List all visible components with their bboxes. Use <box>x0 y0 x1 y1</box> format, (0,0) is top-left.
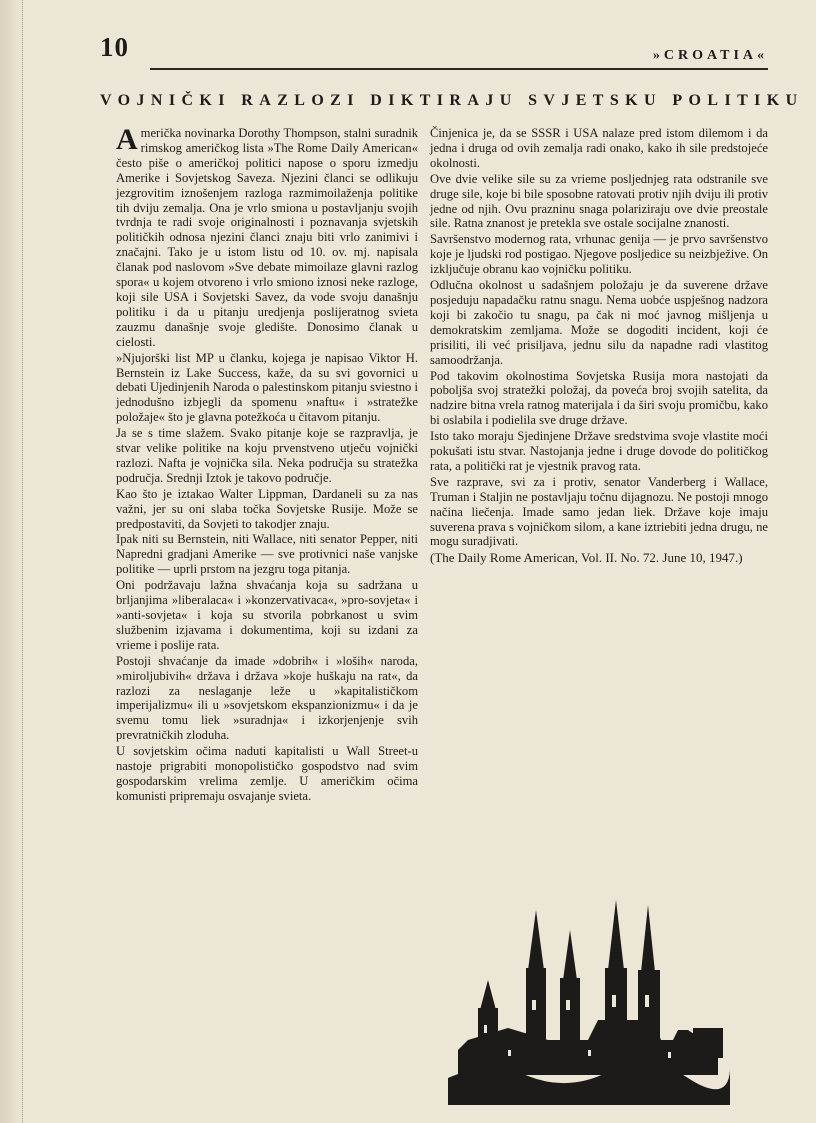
paragraph: Pod takovim okolnostima Sovjetska Rusija mora nastojati da poboljša svoj stratežki položaj, da poveća broj svojih satelita, da nadzire bitna vrela ratnog materijala i da širi svoju promičbu, kako bi oslabila i podielila sve druge države. <box>430 368 768 428</box>
paragraph <box>116 123 418 350</box>
paragraph-text: merička novinarka Dorothy Thompson, stalni suradnik rimskog američkog lista »The Rome Daily American« često piše o američkoj politici napose o sporu izmedju Amerike i Sovjetskog Saveza. Njezini članci se odlikuju jezgrovitim iznošenjem razloga razmimoilaženja politike tih dviju zemalja. Ona je vrlo smiona u postavljanju svojih tvrdnja te radi svoje originalnosti i poznavanja svjetskih političkih odnosa njezini članci znaju biti vrlo zanimivi i značajni. Tako je u istom listu od 10. ov. mj. napisala članak pod naslovom »Sve debate mimoilaze glavni razlog spora« u kojem otvoreno i vrlo smiono iznosi neke razloge, koji sile USA i Sovjetski Savez, da vode svoju današnju politiku i da u pitanju uredjenja poslijeratnog svieta zauzmu današnje svoje gledište. Donosimo članak u cielosti. <box>116 126 418 349</box>
binding-edge <box>0 0 23 1123</box>
paragraph: Činjenica je, da se SSSR i USA nalaze pred istom dilemom i da jedna i druga od ovih zemalja radi onako, kako ih sile predstojeće okolnosti. <box>430 126 768 170</box>
cathedral-illustration <box>448 900 730 1105</box>
paragraph: Sve razprave, svi za i protiv, senator Vanderberg i Wallace, Truman i Staljin ne postavljaju točnu dijagnozu. Ne postoji mnogo načina liečenja. Imade samo jedan liek. Države koje imaju suverena prava s vojničkom silom, a kane iztriebiti jedna drugu, ne mogu suradjivati. <box>430 474 768 549</box>
header-rule <box>150 68 768 70</box>
article-title: VOJNIČKI RAZLOZI DIKTIRAJU SVJETSKU POLITIKU <box>100 92 804 109</box>
publication-name: »CROATIA« <box>652 48 768 63</box>
paragraph: Kao što je iztakao Walter Lippman, Dardaneli su za nas važni, jer su oni slaba točka Sovjetske Rusije. Može se predpostaviti, da Sovjeti to takodjer znaju. <box>116 486 418 531</box>
paragraph: Postoji shvaćanje da imade »dobrih« i »loših« naroda, »miroljubivih« država i država »koje huškaju na rat«, da razlozi za neslaganje leže u »kapitalističkom imperijalizmu« ili u »sovjetskom ekspanzionizmu« i da je svemu tomu liek »suradnja« i izkorjenjenje svih prevratničkih zloduha. <box>116 653 418 743</box>
drop-cap: A <box>116 123 138 156</box>
paragraph: Ja se s time slažem. Svako pitanje koje se razpravlja, je stvar velike politike na koju prvenstveno utječu vojnički razlozi. Nafta je vojnička sila. Neka područja su stratežka područja. Srednji Iztok je takovo područje. <box>116 426 418 485</box>
paragraph: U sovjetskim očima naduti kapitalisti u Wall Street-u nastoje prigrabiti monopolističko gospodstvo nad svim gospodarskim vrelima zemlje. U američkim očima komunisti pripremaju osvajanje svieta. <box>116 744 418 803</box>
paragraph: Isto tako moraju Sjedinjene Države sredstvima svoje vlastite moći pokušati istu stvar. Nastojanja jedne i druge dovode do političkog rata, a politički rat je vjestnik pravog rata. <box>430 429 768 473</box>
paragraph: Savršenstvo modernog rata, vrhunac genija — je prvo savršenstvo koje je ljudski rod postigao. Njegove posljedice su neizbježive. On izključuje obranu kao vojničku politiku. <box>430 232 768 277</box>
paragraph: »Njujorški list MP u članku, kojega je napisao Viktor H. Bernstein iz Lake Success, kaže, da su svi govornici u debati Ujedinjenih Naroda o palestinskom pitanju sviestno i jednodušno izbjegli da spomenu »naftu« i »stratežke položaje« što je glavna potežkoća u čitavom pitanju. <box>116 350 418 425</box>
paragraph: Oni podržavaju lažna shvaćanja koja su sadržana u brljanjima »liberalaca« i »konzervativaca«, »pro-sovjeta« i »anti-sovjeta« i koja su stvorila pobrkanost u svim službenim izjavama i dokumentima, koji su izdani za vrieme i poslije rata. <box>116 578 418 652</box>
source-citation: (The Daily Rome American, Vol. II. No. 72. June 10, 1947.) <box>430 550 743 566</box>
page-number: 10 <box>100 32 129 62</box>
left-column <box>116 123 418 805</box>
paragraph: Odlučna okolnost u sadašnjem položaju je da suverene države posjeduju napadačku ratnu snagu. Nema uobće uspješnog nadzora koji bi zakočio tu snagu, pa čak ni moć javnog mišljenja u demokratskim zemljama. Može se dogoditi incident, koji će prisiliti, ili već prisiljava, jednu silu da napadne radi vlastitog samoodržanja. <box>430 278 768 367</box>
right-column <box>430 126 768 567</box>
paragraph: Ove dvie velike sile su za vrieme posljednjeg rata odstranile sve druge sile, koje bi bile sposobne ratovati protiv njih dviju ili protiv jedne od njih. Ovu prazninu snaga polariziraju ove dvie preostale sile. Ratna znanost je pretekla sve ostale socijalne znanosti. <box>430 171 768 231</box>
paragraph: Ipak niti su Bernstein, niti Wallace, niti senator Pepper, niti Napredni gradjani Amerike — sve protivnici naše vanjske politike — uprli prstom na jezgru toga pitanja. <box>116 532 418 577</box>
